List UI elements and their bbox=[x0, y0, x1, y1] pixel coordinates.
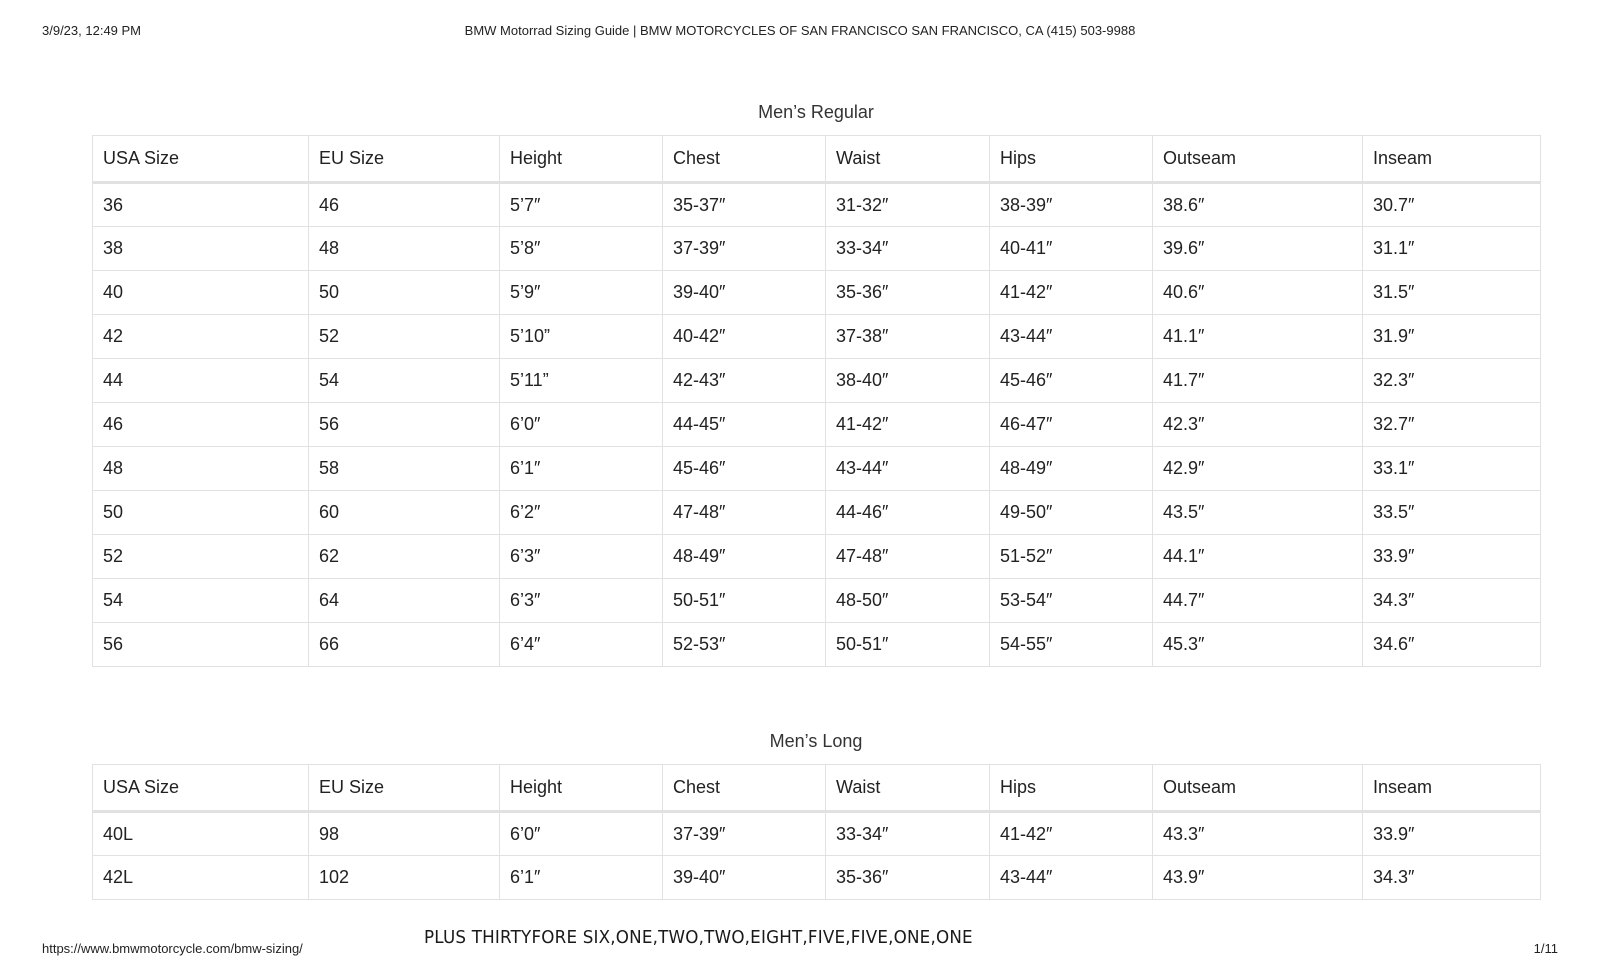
table-cell: 39-40″ bbox=[663, 856, 826, 900]
table-row bbox=[93, 271, 1541, 315]
table-cell: 44.1″ bbox=[1153, 535, 1363, 579]
table-cell: 43-44″ bbox=[826, 447, 990, 491]
table-cell: 31.5″ bbox=[1363, 271, 1541, 315]
table-cell: 51-52″ bbox=[990, 535, 1153, 579]
table-cell: 34.3″ bbox=[1363, 579, 1541, 623]
table-cell: 53-54″ bbox=[990, 579, 1153, 623]
column-header: Hips bbox=[990, 765, 1153, 812]
table-cell: 40.6″ bbox=[1153, 271, 1363, 315]
table-cell: 30.7″ bbox=[1363, 183, 1541, 227]
table-header-row bbox=[93, 765, 1541, 812]
column-header: Height bbox=[500, 765, 663, 812]
table-cell: 32.3″ bbox=[1363, 359, 1541, 403]
table-cell: 50-51″ bbox=[826, 623, 990, 667]
table-cell: 42 bbox=[93, 315, 309, 359]
table-cell: 40-41″ bbox=[990, 227, 1153, 271]
table-cell: 42.9″ bbox=[1153, 447, 1363, 491]
table-cell: 41.1″ bbox=[1153, 315, 1363, 359]
table-cell: 31-32″ bbox=[826, 183, 990, 227]
column-header: Waist bbox=[826, 765, 990, 812]
table-header-row bbox=[93, 136, 1541, 183]
table-row bbox=[93, 856, 1541, 900]
table-cell: 6’1″ bbox=[500, 447, 663, 491]
column-header: Outseam bbox=[1153, 136, 1363, 183]
table-cell: 45.3″ bbox=[1153, 623, 1363, 667]
table-cell: 102 bbox=[309, 856, 500, 900]
table-cell: 38.6″ bbox=[1153, 183, 1363, 227]
table-cell: 43.3″ bbox=[1153, 812, 1363, 856]
table-cell: 5’8″ bbox=[500, 227, 663, 271]
table-cell: 37-38″ bbox=[826, 315, 990, 359]
table-cell: 5’7″ bbox=[500, 183, 663, 227]
table-cell: 48 bbox=[93, 447, 309, 491]
table-cell: 34.3″ bbox=[1363, 856, 1541, 900]
table-cell: 48-49″ bbox=[990, 447, 1153, 491]
table-cell: 43.9″ bbox=[1153, 856, 1363, 900]
column-header: Hips bbox=[990, 136, 1153, 183]
column-header: Chest bbox=[663, 765, 826, 812]
table-cell: 54-55″ bbox=[990, 623, 1153, 667]
table-cell: 39-40″ bbox=[663, 271, 826, 315]
table-cell: 40 bbox=[93, 271, 309, 315]
table-cell: 39.6″ bbox=[1153, 227, 1363, 271]
print-date: 3/9/23, 12:49 PM bbox=[42, 23, 142, 38]
table-cell: 54 bbox=[309, 359, 500, 403]
table-cell: 50 bbox=[93, 491, 309, 535]
column-header: EU Size bbox=[309, 765, 500, 812]
table-cell: 33-34″ bbox=[826, 812, 990, 856]
table-cell: 62 bbox=[309, 535, 500, 579]
column-header: Inseam bbox=[1363, 765, 1541, 812]
table-cell: 38-40″ bbox=[826, 359, 990, 403]
table-cell: 6’0″ bbox=[500, 403, 663, 447]
table-cell: 37-39″ bbox=[663, 227, 826, 271]
print-page-number: 1/11 bbox=[1533, 941, 1558, 956]
table-cell: 35-36″ bbox=[826, 271, 990, 315]
table-cell: 33-34″ bbox=[826, 227, 990, 271]
print-page-title: BMW Motorrad Sizing Guide | BMW MOTORCYCLES OF SAN FRANCISCO SAN FRANCISCO, CA (415) 503-9988 bbox=[464, 23, 1136, 38]
table-row bbox=[93, 447, 1541, 491]
table-cell: 47-48″ bbox=[663, 491, 826, 535]
table-cell: 5’11” bbox=[500, 359, 663, 403]
table-cell: 64 bbox=[309, 579, 500, 623]
table-cell: 34.6″ bbox=[1363, 623, 1541, 667]
table-cell: 44.7″ bbox=[1153, 579, 1363, 623]
table-cell: 46 bbox=[93, 403, 309, 447]
mens-regular-table bbox=[92, 135, 1541, 667]
table-cell: 60 bbox=[309, 491, 500, 535]
table-row bbox=[93, 315, 1541, 359]
table-cell: 32.7″ bbox=[1363, 403, 1541, 447]
table-cell: 56 bbox=[93, 623, 309, 667]
table-cell: 52 bbox=[93, 535, 309, 579]
table-cell: 41-42″ bbox=[990, 812, 1153, 856]
table-cell: 46 bbox=[309, 183, 500, 227]
table-cell: 31.1″ bbox=[1363, 227, 1541, 271]
table-cell: 42.3″ bbox=[1153, 403, 1363, 447]
table-row bbox=[93, 579, 1541, 623]
table-cell: 50 bbox=[309, 271, 500, 315]
table-cell: 46-47″ bbox=[990, 403, 1153, 447]
table-cell: 43-44″ bbox=[990, 856, 1153, 900]
table-cell: 40-42″ bbox=[663, 315, 826, 359]
table-row bbox=[93, 491, 1541, 535]
column-header: Chest bbox=[663, 136, 826, 183]
table-cell: 6’1″ bbox=[500, 856, 663, 900]
table-cell: 48-50″ bbox=[826, 579, 990, 623]
table-cell: 35-37″ bbox=[663, 183, 826, 227]
column-header: Inseam bbox=[1363, 136, 1541, 183]
table-cell: 5’9″ bbox=[500, 271, 663, 315]
table-cell: 36 bbox=[93, 183, 309, 227]
table-cell: 66 bbox=[309, 623, 500, 667]
print-url: https://www.bmwmotorcycle.com/bmw-sizing/ bbox=[42, 941, 303, 956]
table-cell: 42L bbox=[93, 856, 309, 900]
table-cell: 44 bbox=[93, 359, 309, 403]
table-cell: 41-42″ bbox=[826, 403, 990, 447]
table-cell: 44-46″ bbox=[826, 491, 990, 535]
mens-long-table bbox=[92, 764, 1541, 900]
table-cell: 33.5″ bbox=[1363, 491, 1541, 535]
table-cell: 41.7″ bbox=[1153, 359, 1363, 403]
table-cell: 31.9″ bbox=[1363, 315, 1541, 359]
table-cell: 6’2″ bbox=[500, 491, 663, 535]
table-cell: 35-36″ bbox=[826, 856, 990, 900]
table-cell: 48 bbox=[309, 227, 500, 271]
table-cell: 5’10” bbox=[500, 315, 663, 359]
table-cell: 98 bbox=[309, 812, 500, 856]
column-header: USA Size bbox=[93, 765, 309, 812]
table-cell: 38 bbox=[93, 227, 309, 271]
table-cell: 52-53″ bbox=[663, 623, 826, 667]
table-cell: 48-49″ bbox=[663, 535, 826, 579]
table-cell: 40L bbox=[93, 812, 309, 856]
handwritten-note: PLUS THIRTYFORE SIX,ONE,TWO,TWO,EIGHT,FIVE,FIVE,ONE,ONE bbox=[424, 927, 973, 948]
column-header: Outseam bbox=[1153, 765, 1363, 812]
column-header: Waist bbox=[826, 136, 990, 183]
table-cell: 6’3″ bbox=[500, 535, 663, 579]
table-row bbox=[93, 183, 1541, 227]
table-cell: 52 bbox=[309, 315, 500, 359]
table-cell: 41-42″ bbox=[990, 271, 1153, 315]
table-cell: 6’0″ bbox=[500, 812, 663, 856]
table-cell: 33.1″ bbox=[1363, 447, 1541, 491]
table-cell: 56 bbox=[309, 403, 500, 447]
table-cell: 54 bbox=[93, 579, 309, 623]
column-header: USA Size bbox=[93, 136, 309, 183]
table-row bbox=[93, 535, 1541, 579]
table-cell: 45-46″ bbox=[990, 359, 1153, 403]
table-cell: 47-48″ bbox=[826, 535, 990, 579]
table-cell: 42-43″ bbox=[663, 359, 826, 403]
table-cell: 58 bbox=[309, 447, 500, 491]
table-cell: 37-39″ bbox=[663, 812, 826, 856]
table-row bbox=[93, 812, 1541, 856]
table-cell: 44-45″ bbox=[663, 403, 826, 447]
table-cell: 45-46″ bbox=[663, 447, 826, 491]
table-cell: 49-50″ bbox=[990, 491, 1153, 535]
table-cell: 6’3″ bbox=[500, 579, 663, 623]
table-cell: 38-39″ bbox=[990, 183, 1153, 227]
table-cell: 43-44″ bbox=[990, 315, 1153, 359]
mens-long-title: Men’s Long bbox=[769, 731, 863, 751]
table-row bbox=[93, 359, 1541, 403]
table-cell: 43.5″ bbox=[1153, 491, 1363, 535]
table-cell: 33.9″ bbox=[1363, 812, 1541, 856]
table-row bbox=[93, 227, 1541, 271]
table-cell: 6’4″ bbox=[500, 623, 663, 667]
table-cell: 33.9″ bbox=[1363, 535, 1541, 579]
table-row bbox=[93, 403, 1541, 447]
column-header: Height bbox=[500, 136, 663, 183]
table-row bbox=[93, 623, 1541, 667]
column-header: EU Size bbox=[309, 136, 500, 183]
table-cell: 50-51″ bbox=[663, 579, 826, 623]
mens-regular-title: Men’s Regular bbox=[758, 102, 874, 122]
